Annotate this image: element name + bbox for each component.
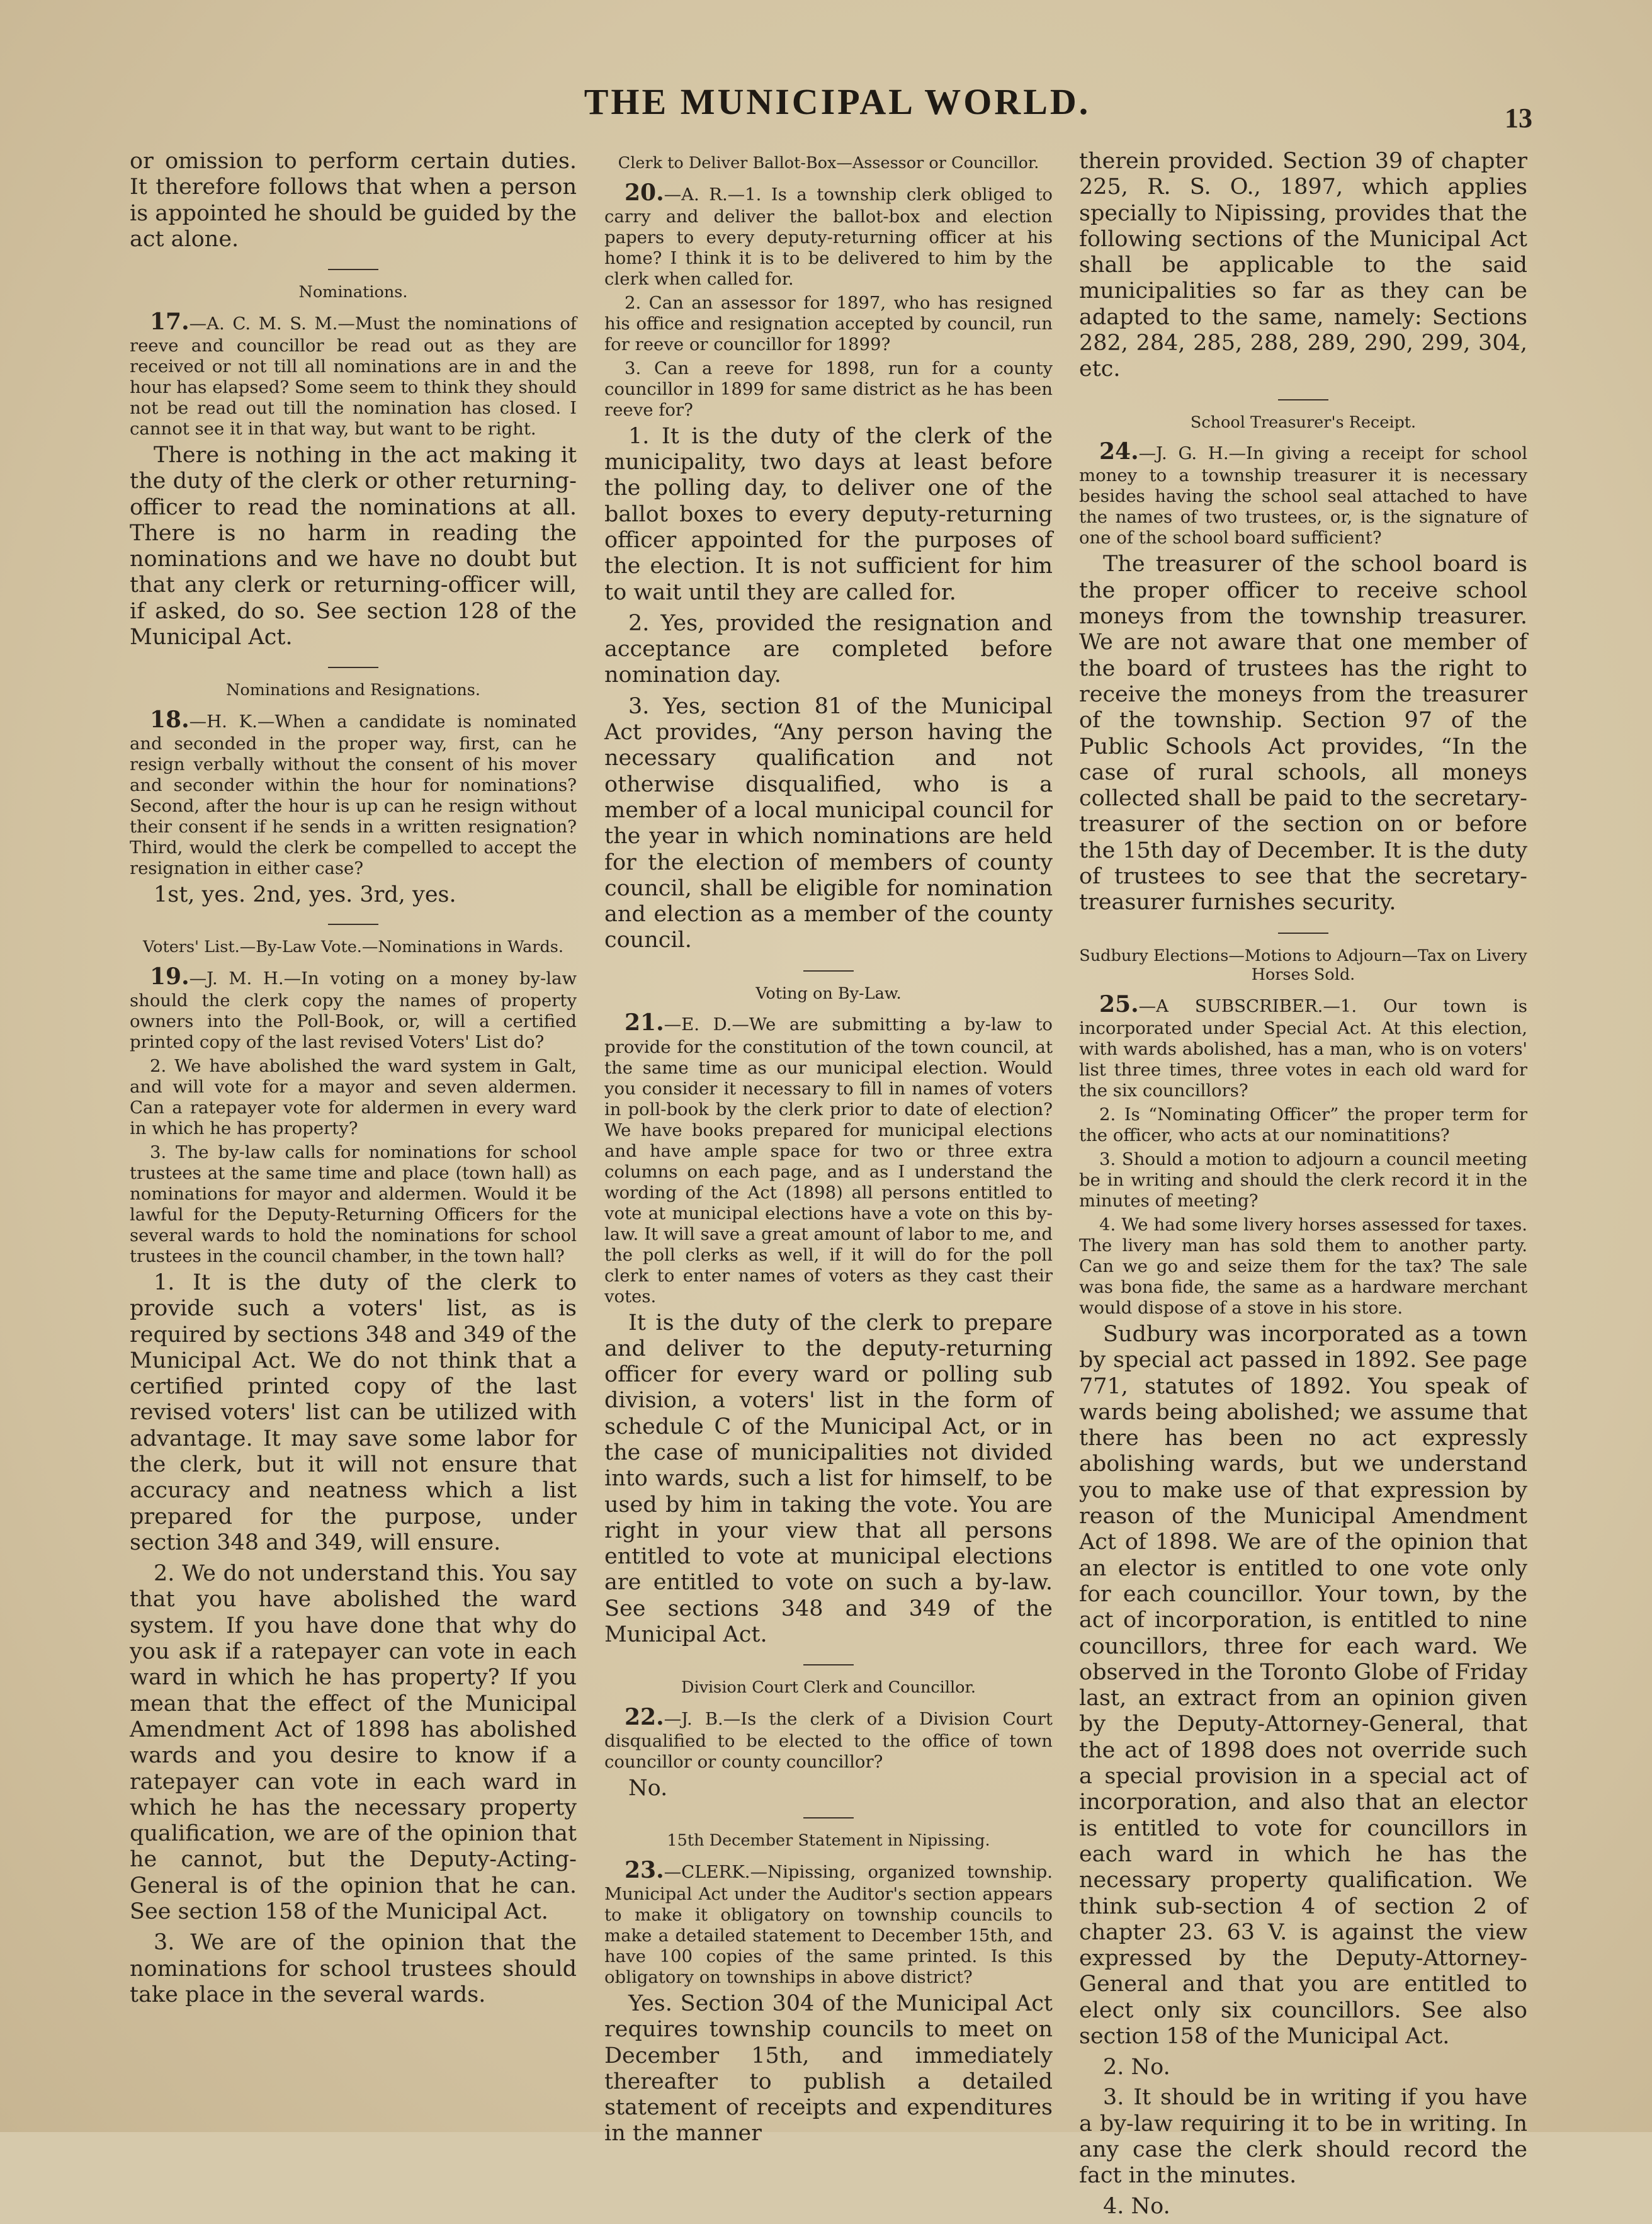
section-heading: Voting on By-Law. bbox=[755, 984, 902, 1003]
question: 4. We had some livery horses assessed for taxes. The livery man has sold them to another party. Can we go and seize them for the tax? The sale was bona fide, the same as a hardware merchant would dispose of a stove in his store. bbox=[1079, 1214, 1527, 1318]
question-text: —CLERK.—Nipissing, organized township. Municipal Act under the Auditor's section appears to make it obligatory on township councils to make a detailed statement to December 15th, and have 100 copies of the same printed. Is this obligatory on townships in above district? bbox=[604, 1861, 1053, 1987]
answer: Sudbury was incorporated as a town by special act passed in 1892. See page 771, statutes of 1892. You speak of wards being abolished; we assume that there has been no act expressly abolishing wards, but we understand you to make use of that expression by reason of the Municipal Amendment Act of 1898. We are of the opinion that an elector is entitled to one vote only for each councillor. Your town, by the act of incorporation, is entitled to nine councillors, three for each ward. We observed in the Toronto Globe of Friday last, an extract from an opinion given by the Deputy-Attorney-General, that the act of 1898 does not override such a special provision in a special act of incorporation, and also that an elector is entitled to vote for councillors in each ward in which he has the necessary property qualification. We think sub-section 4 of section 2 of chapter 23. 63 V. is against the view expressed by the Deputy-Attorney-General and that you are entitled to elect only six councillors. See also section 158 of the Municipal Act. bbox=[1079, 1321, 1527, 2049]
question: 2. We have abolished the ward system in Galt, and will vote for a mayor and seven aldermen. Can a ratepayer vote for aldermen in every ward in which he has property? bbox=[130, 1055, 577, 1138]
question-text: —J. B.—Is the clerk of a Division Court disqualified to be elected to the office of town councillor or county councillor? bbox=[604, 1708, 1053, 1773]
masthead: THE MUNICIPAL WORLD. bbox=[584, 81, 1091, 122]
divider bbox=[1278, 933, 1328, 934]
section-heading: Voters' List.—By-Law Vote.—Nominations in Wards. bbox=[143, 938, 563, 957]
question bbox=[130, 309, 577, 440]
question: 3. Can a reeve for 1898, run for a county councillor in 1899 for same district as he has been reeve for? bbox=[604, 358, 1053, 420]
answer: No. bbox=[628, 1776, 668, 1801]
answer: Yes. Section 304 of the Municipal Act requires township councils to meet on December 15th, and immediately thereafter to publish a detailed statement of receipts and expenditures in the manner bbox=[604, 1990, 1053, 2147]
answer: 2. We do not understand this. You say that you have abolished the ward system. If you have done that why do you ask if a ratepayer can vote in each ward in which he has property? If you mean that the effect of the Municipal Amendment Act of 1898 has abolished wards and you desire to know if a ratepayer can vote in each ward in which he has the necessary property qualification, we are of the opinion that he cannot, but the Deputy-Acting-General is of the opinion that he can. See section 158 of the Municipal Act. bbox=[130, 1561, 577, 1925]
section-heading: School Treasurer's Receipt. bbox=[1190, 412, 1417, 432]
question bbox=[1079, 438, 1527, 548]
divider bbox=[803, 970, 854, 972]
question: 2. Is “Nominating Officer” the proper term for the officer, who acts at our nominatitions? bbox=[1079, 1104, 1527, 1145]
section-heading: 15th December Statement in Nipissing. bbox=[667, 1831, 990, 1851]
section-heading: Nominations. bbox=[298, 283, 408, 302]
paragraph: therein provided. Section 39 of chapter 225, R. S. O., 1897, which applies specially to Nipissing, provides that the following sections of the Municipal Act shall be applicable to the said municipalities so far as they can be adapted to the same, namely: Sections 282, 284, 285, 288, 289, 290, 299, 304, etc. bbox=[1079, 149, 1527, 382]
question: 3. The by-law calls for nominations for school trustees at the same time and place (town hall) as nominations for mayor and aldermen. Would it be lawful for the Deputy-Returning Officers for the several wards to hold the nominations for school trustees in the council chamber, in the town hall? bbox=[130, 1142, 577, 1266]
question-number: 21. bbox=[625, 1009, 664, 1036]
question-text: —A. R.—1. Is a township clerk obliged to carry and deliver the ballot-box and election papers to every deputy-returning officer at his home? I think it is to be delivered to him by the clerk when called for. bbox=[604, 184, 1053, 289]
question bbox=[604, 179, 1053, 290]
question-number: 19. bbox=[150, 963, 190, 990]
divider bbox=[803, 1817, 854, 1818]
paragraph: or omission to perform certain duties. It therefore follows that when a person is appointed he should be guided by the act alone. bbox=[130, 149, 577, 252]
question-text: —H. K.—When a candidate is nominated and seconded in the proper way, first, can he resign verbally without the consent of his mover and seconder within the hour for nominations? Second, after the hour is up can he resign without their consent if he sends in a written resignation? Third, would the clerk be compelled to accept the resignation in either case? bbox=[130, 711, 577, 879]
question-number: 24. bbox=[1099, 438, 1139, 465]
divider bbox=[328, 269, 378, 270]
question bbox=[604, 1009, 1053, 1307]
column-1 bbox=[130, 149, 577, 2013]
section-heading: Division Court Clerk and Councillor. bbox=[681, 1678, 976, 1698]
question bbox=[604, 1857, 1053, 1988]
answer: 2. Yes, provided the resignation and acceptance are completed before nomination day. bbox=[604, 610, 1053, 688]
question-text: —E. D.—We are submitting a by-law to provide for the constitution of the town council, at the same time as our municipal election. Would you consider it necessary to fill in names of voters in poll-book by the clerk prior to date of election? We have books prepared for municipal elections and have ample space for two or three extra columns on each page, and as I understand the wording of the Act (1898) all persons entitled to vote at municipal elections have a vote on this by-law. It will save a great amount of labor to me, and the poll clerks as well, if it will do for the poll clerk to enter names of voters as they cast their votes. bbox=[604, 1014, 1053, 1307]
answer: 1. It is the duty of the clerk to provide such a voters' list, as is required by sections 348 and 349 of the Municipal Act. We do not think that a certified printed copy of the last revised voters' list can be utilized with advantage. It may save some labor for the clerk, but it will not ensure that accuracy and neatness which a list prepared for the purpose, under section 348 and 349, will ensure. bbox=[130, 1269, 577, 1555]
column-3 bbox=[1079, 149, 1527, 2224]
page-number: 13 bbox=[1505, 103, 1532, 133]
question bbox=[130, 706, 577, 879]
question: 2. Can an assessor for 1897, who has resigned his office and resignation accepted by council, run for reeve or councillor for 1899? bbox=[604, 292, 1053, 355]
answer: 1. It is the duty of the clerk of the municipality, two days at least before the polling day, to deliver one of the ballot boxes to every deputy-returning officer appointed for the purposes of the election. It is not sufficient for him to wait until they are called for. bbox=[604, 423, 1053, 605]
question-text: —A. C. M. S. M.—Must the nominations of reeve and councillor be read out as they are received or not till all nominations are in and the hour has elapsed? Some seem to think they should not be read out till the nomination has closed. I cannot see it in that way, but want to be right. bbox=[130, 313, 577, 439]
question bbox=[130, 963, 577, 1053]
answer: It is the duty of the clerk to prepare and deliver to the deputy-returning officer for every ward or polling sub division, a voters' list in the form of schedule C of the Municipal Act, or in the case of municipalities not divided into wards, such a list for himself, to be used by him in taking the vote. You are right in your view that all persons entitled to vote at municipal elections are entitled to vote on such a by-law. See sections 348 and 349 of the Municipal Act. bbox=[604, 1310, 1053, 1648]
column-2 bbox=[604, 149, 1053, 2152]
answer: 4. No. bbox=[1103, 2194, 1170, 2220]
divider bbox=[1278, 399, 1328, 400]
divider bbox=[803, 1664, 854, 1665]
divider bbox=[328, 924, 378, 925]
question-text: —J. G. H.—In giving a receipt for school money to a township treasurer it is necessary besides having the school seal attached to have the names of two trustees, or, is the signature of one of the school board sufficient? bbox=[1079, 443, 1527, 548]
question-number: 23. bbox=[625, 1856, 664, 1883]
answer: 1st, yes. 2nd, yes. 3rd, yes. bbox=[154, 882, 456, 908]
question: 3. Should a motion to adjourn a council meeting be in writing and should the clerk record it in the minutes of meeting? bbox=[1079, 1149, 1527, 1211]
question-number: 22. bbox=[625, 1703, 664, 1730]
section-heading: Nominations and Resignations. bbox=[226, 681, 480, 700]
answer: There is nothing in the act making it the duty of the clerk or other returning-officer to read the nominations at all. There is no harm in reading the nominations and we have no doubt but that any clerk or returning-officer will, if asked, do so. See section 128 of the Municipal Act. bbox=[130, 442, 577, 650]
section-heading: Clerk to Deliver Ballot-Box—Assessor or Councillor. bbox=[618, 154, 1039, 173]
question bbox=[1079, 991, 1527, 1101]
question-number: 18. bbox=[150, 706, 190, 733]
question-number: 20. bbox=[625, 179, 664, 206]
answer: 2. No. bbox=[1103, 2055, 1170, 2080]
answer: 3. It should be in writing if you have a by-law requiring it to be in writing. In any case the clerk should record the fact in the minutes. bbox=[1079, 2085, 1527, 2189]
question-text: —J. M. H.—In voting on a money by-law should the clerk copy the names of property owners into the Poll-Book, or, will a certified printed copy of the last revised Voters' List do? bbox=[130, 968, 577, 1052]
answer: 3. We are of the opinion that the nominations for school trustees should take place in the several wards. bbox=[130, 1930, 577, 2007]
question-text: —A SUBSCRIBER.—1. Our town is incorporated under Special Act. At this election, with wards abolished, has a man, who is on voters' list three times, three votes in each old ward for the six councillors? bbox=[1079, 996, 1527, 1101]
divider bbox=[328, 667, 378, 668]
question-number: 25. bbox=[1099, 990, 1139, 1018]
section-heading: Sudbury Elections—Motions to Adjourn—Tax on Livery Horses Sold. bbox=[1079, 946, 1527, 985]
answer: The treasurer of the school board is the proper officer to receive school moneys from the township treasurer. We are not aware that one member of the board of trustees has the right to receive the moneys from the treasurer of the township. Section 97 of the Public Schools Act provides, “In the case of rural schools, all moneys collected shall be paid to the secretary-treasurer of the section on or before the 15th day of December. It is the duty of trustees to see that the secretary-treasurer furnishes security. bbox=[1079, 552, 1527, 916]
question bbox=[604, 1704, 1053, 1773]
answer: 3. Yes, section 81 of the Municipal Act provides, “Any person having the necessary qualification and not otherwise disqualified, who is a member of a local municipal council for the year in which nominations are held for the election of members of county council, shall be eligible for nomination and election as a member of the county council. bbox=[604, 693, 1053, 953]
question-number: 17. bbox=[150, 308, 190, 335]
